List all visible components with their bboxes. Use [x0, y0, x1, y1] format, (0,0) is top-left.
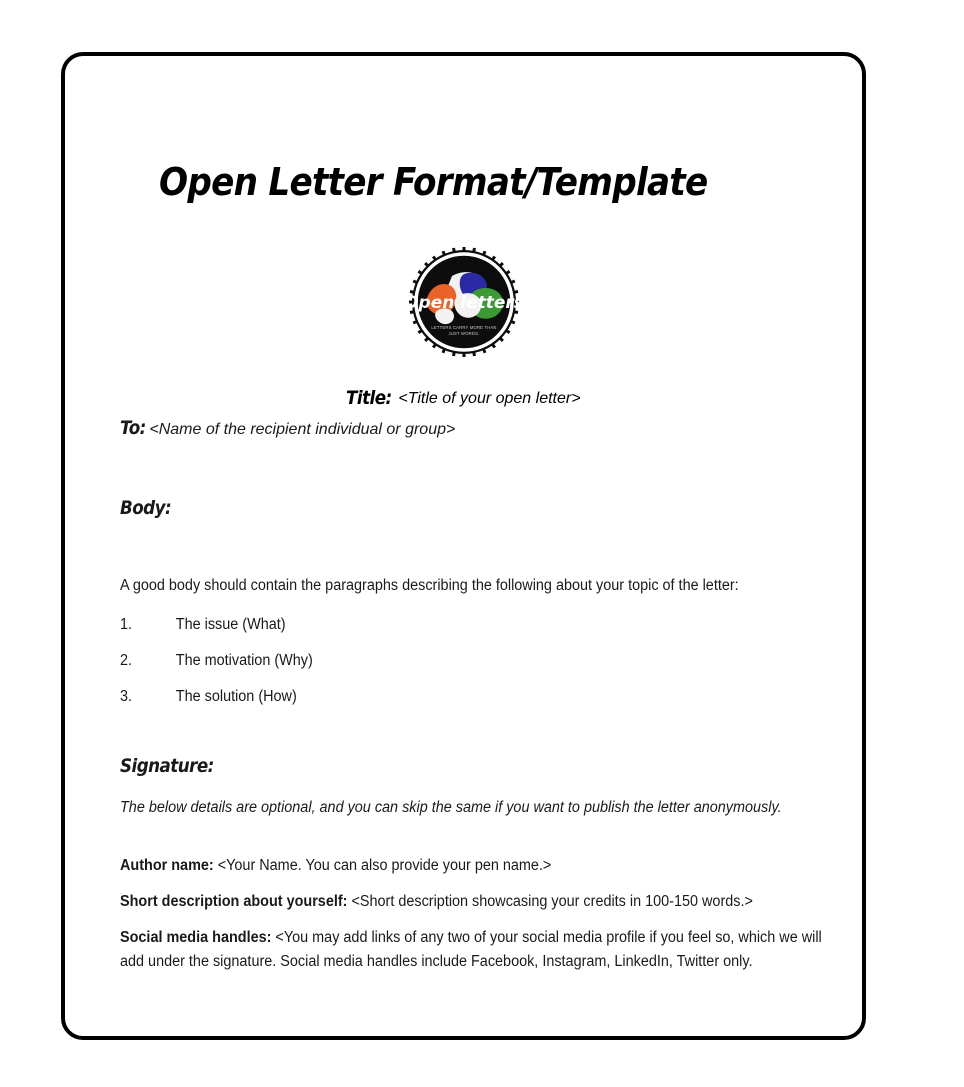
letter-page-border	[61, 52, 866, 1040]
list-item	[120, 682, 836, 718]
to-field-label: To:	[120, 417, 146, 439]
list-item-label: The issue (What)	[175, 616, 286, 633]
page-title	[65, 159, 862, 206]
body-items-list	[120, 610, 836, 718]
to-field-placeholder: <Name of the recipient individual or group>	[149, 421, 456, 438]
short-description-placeholder: <Short description showcasing your credits in 100-150 words.>	[351, 893, 753, 910]
badge-tagline-line2: JUST WORDS.	[448, 331, 479, 336]
signature-section-heading	[120, 754, 836, 780]
page-title-text: Open Letter Format/Template	[158, 160, 708, 204]
author-name-label: Author name:	[120, 857, 214, 874]
title-field-placeholder: <Title of your open letter>	[398, 390, 581, 407]
short-description-label: Short description about yourself:	[120, 893, 348, 910]
title-field-label: Title:	[346, 387, 393, 409]
signature-optional-note: The below details are optional, and you can skip the same if you want to publish the letter anonymously.	[120, 799, 782, 816]
open-letters-badge-logo	[408, 246, 520, 358]
signature-section-label: Signature:	[120, 755, 214, 777]
social-media-handles-line	[120, 926, 836, 974]
list-item	[120, 646, 836, 682]
title-field-line	[65, 386, 862, 411]
list-item-number: 2.	[120, 652, 133, 669]
badge-tagline-line1: LETTERS CARRY MORE THAN	[430, 325, 497, 330]
body-section-heading	[120, 496, 836, 522]
list-item-label: The motivation (Why)	[175, 652, 313, 669]
body-section-label: Body:	[120, 497, 172, 519]
to-field-line	[120, 416, 836, 442]
letter-page-content	[65, 56, 862, 1036]
list-item-number: 3.	[120, 688, 133, 705]
body-intro-paragraph: A good body should contain the paragraphs describing the following about your topic of the letter:	[120, 577, 739, 594]
list-item-label: The solution (How)	[175, 688, 297, 705]
logo-container	[65, 246, 862, 363]
author-name-placeholder: <Your Name. You can also provide your pen name.>	[217, 857, 552, 874]
short-description-line	[120, 890, 836, 914]
list-item-number: 1.	[120, 616, 133, 633]
social-media-handles-label: Social media handles:	[120, 929, 272, 946]
author-name-line	[120, 854, 836, 878]
list-item	[120, 610, 836, 646]
badge-wordmark: Open letters	[407, 293, 520, 313]
social-media-handles-placeholder: <You may add links of any two of your social media profile if you feel so, which we will add under the signature. Social media handles include Facebook, Instagram, LinkedIn, Twitter only.	[120, 929, 822, 970]
